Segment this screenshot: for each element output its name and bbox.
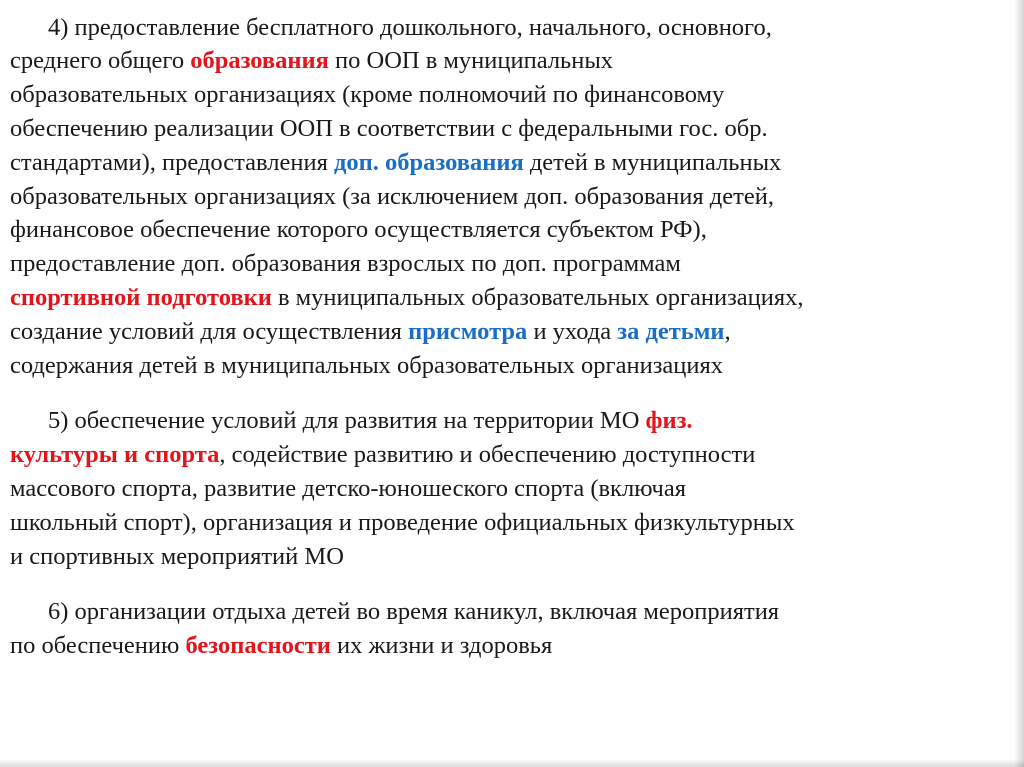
highlight-za-detmi: за детьми (617, 318, 725, 345)
item-4-line-8: предоставление доп. образования взрослых по доп. программам (10, 250, 681, 277)
item-5-line-4: школьный спорт), организация и проведение официальных физкультурных (10, 509, 795, 536)
item-6-line-2: по обеспечению безопасности их жизни и здоровья (10, 632, 553, 659)
item-5-line-1: 5) обеспечение условий для развития на территории МО физ. (48, 407, 693, 434)
item-4-line-7: финансовое обеспечение которого осуществляется субъектом РФ), (10, 216, 707, 243)
slide-edge-shadow-right (1014, 0, 1024, 767)
highlight-bezopasnosti: безопасности (185, 632, 331, 659)
item-5-line-2: культуры и спорта, содействие развитию и обеспечению доступности (10, 441, 756, 468)
item-4-line-9: спортивной подготовки в муниципальных образовательных организациях, (10, 284, 804, 311)
item-5-line-3: массового спорта, развитие детско-юношеского спорта (включая (10, 475, 687, 502)
highlight-obrazovaniya: образования (190, 47, 329, 74)
item-4-line-10: создание условий для осуществления присмотра и ухода за детьми, (10, 318, 731, 345)
highlight-prismotra: присмотра (408, 318, 528, 345)
item-4-line-1: 4) предоставление бесплатного дошкольного, начального, основного, (48, 14, 772, 41)
item-4-line-2: среднего общего образования по ООП в муниципальных (10, 47, 614, 74)
item-6-line-1: 6) организации отдыха детей во время каникул, включая мероприятия (48, 598, 780, 625)
item-4-line-11: содержания детей в муниципальных образовательных организациях (10, 352, 724, 379)
item-4-line-6: образовательных организациях (за исключением доп. образования детей, (10, 183, 774, 210)
highlight-fiz: физ. (645, 407, 693, 434)
highlight-kultury-i-sporta: культуры и спорта (10, 441, 220, 468)
item-4-line-4: обеспечению реализации ООП в соответствии с федеральными гос. обр. (10, 115, 768, 142)
item-4-line-3: образовательных организациях (кроме полномочий по финансовому (10, 81, 725, 108)
highlight-sportivnoy-podgotovki: спортивной подготовки (10, 284, 272, 311)
highlight-dop-obrazovaniya: доп. образования (334, 149, 524, 176)
item-4-line-5: стандартами), предоставления доп. образования детей в муниципальных (10, 149, 782, 176)
item-5-line-5: и спортивных мероприятий МО (10, 543, 344, 570)
slide-edge-shadow-bottom (0, 759, 1024, 767)
